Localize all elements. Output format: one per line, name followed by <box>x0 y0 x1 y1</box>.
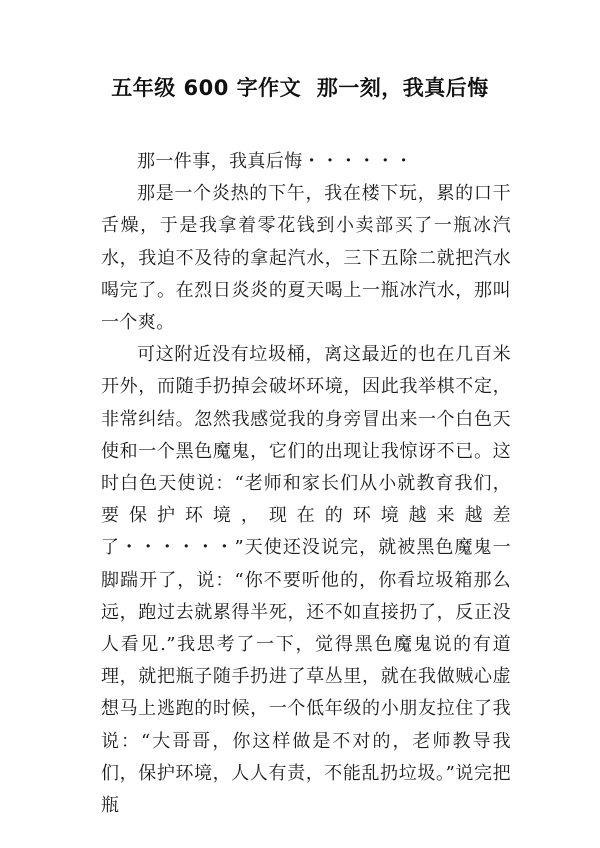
paragraph-drinking-soda: 那是一个炎热的下午，我在楼下玩，累的口干舌燥，于是我拿着零花钱到小卖部买了一瓶冰汽水，我迫不及待的拿起汽水，三下五除二就把汽水喝完了。在烈日炎炎的夏天喝上一瓶冰汽水，那叫一个爽。 <box>101 183 511 334</box>
paragraph-angel-and-devil: 可这附近没有垃圾桶，离这最近的也在几百米开外，而随手扔掉会破坏环境，因此我举棋不定，非常纠结。忽然我感觉我的身旁冒出来一个白色天使和一个黑色魔鬼，它们的出现让我惊讶不已。这时白色天使说：“老师和家长们从小就教育我们，要保护环境，现在的环境越来越差了・・・・・・”天使还没说完，就被黑色魔鬼一脚踹开了，说：“你不要听他的，你看垃圾箱那么远，跑过去就累得半死，还不如直接扔了，反正没人看见.”我思考了一下，觉得黑色魔鬼说的有道理，就把瓶子随手扔进了草丛里，就在我做贼心虚想马上逃跑的时候，一个低年级的小朋友拉住了我说：“大哥哥，你这样做是不对的，老师教导我们，保护环境，人人有责，不能乱扔垃圾。”说完把瓶 <box>101 344 511 817</box>
paragraph-intro: 那一件事，我真后悔・・・・・・ <box>137 151 413 172</box>
document-body <box>101 146 511 822</box>
document-title: 五年级 600 字作文 那一刻，我真后悔 <box>111 76 489 100</box>
